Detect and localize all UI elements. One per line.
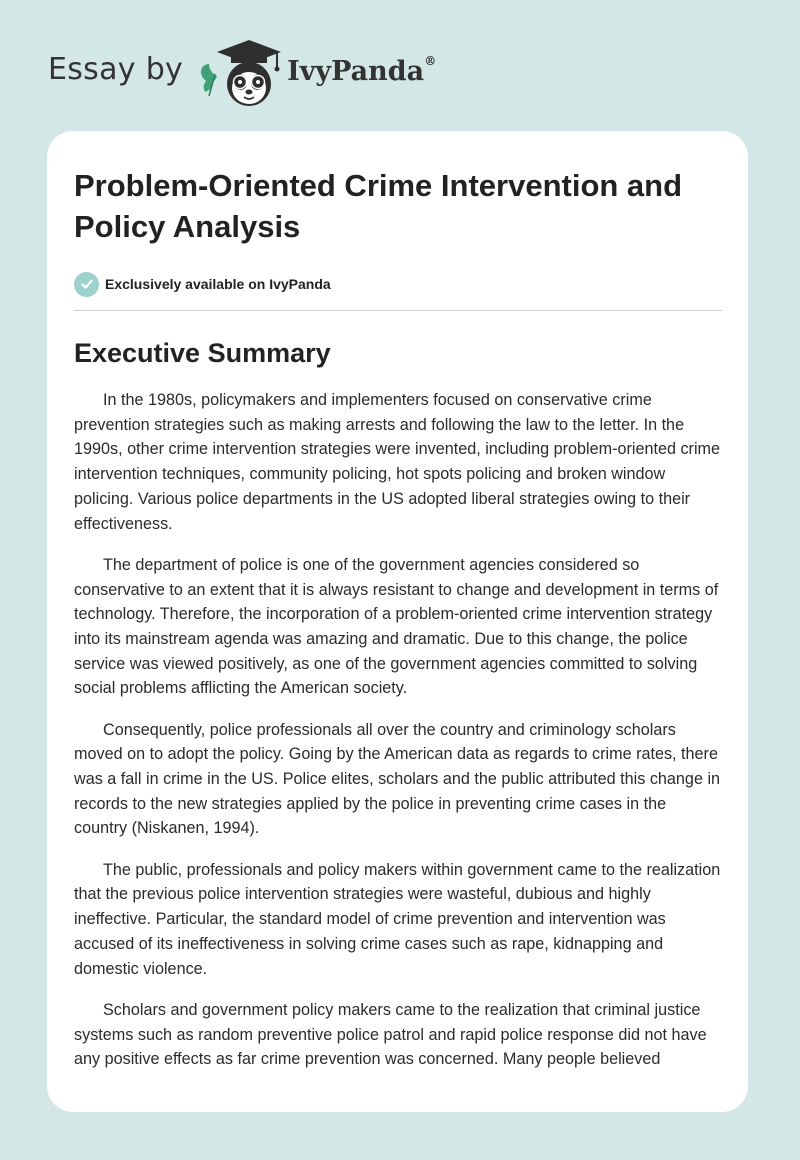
exclusive-badge [74, 271, 722, 297]
paragraph-4: The public, professionals and policy makers within government came to the realization that the previous police intervention strategies were wasteful, dubious and highly ineffective. Particular, the standard model of crime prevention and intervention was accused of its ineffectiveness in solving crime cases such as rape, kidnapping and domestic violence. [74, 860, 721, 978]
paragraph-2: The department of police is one of the government agencies considered so conservative to an extent that it is always resistant to change and development in terms of technology. Therefore, the incorporation of a problem-oriented crime intervention strategy into its mainstream agenda was amazing and dramatic. Due to this change, the police service was viewed positively, as one of the government agencies committed to solving social problems afflicting the American society. [74, 555, 719, 698]
brand-name-text: IvyPanda [287, 55, 425, 87]
brand-name [287, 53, 437, 87]
title-divider [74, 310, 722, 311]
check-icon [74, 272, 99, 297]
paragraph-3: Consequently, police professionals all over the country and criminology scholars moved on to adopt the policy. Going by the American data as regards to crime rates, there was a fall in crime in the US. Police elites, scholars and the public attributed this change in records to the new strategies applied by the police in preventing crime cases in the country (Niskanen, 1994). [74, 720, 721, 838]
essay-by-label: Essay by [48, 51, 184, 87]
section-heading: Executive Summary [74, 338, 331, 368]
essay-title: Problem-Oriented Crime Intervention and Policy Analysis [74, 168, 683, 244]
exclusive-badge-text: Exclusively available on IvyPanda [105, 276, 331, 292]
paragraph-1: In the 1980s, policymakers and implementers focused on conservative crime prevention strategies such as making arrests and following the law to the letter. In the 1990s, other crime intervention strategies were invented, including problem-oriented crime intervention techniques, community policing, hot spots policing and broken window policing. Various police departments in the US adopted liberal strategies owing to their effectiveness. [74, 391, 721, 533]
panda-graduate-logo-icon [195, 34, 285, 110]
essay-card [47, 131, 748, 1112]
paragraph-5: Scholars and government policy makers came to the realization that criminal justice systems such as random preventive police patrol and rapid police response did not have any positive effects as far crime prevention was concerned. Many people believed [74, 1000, 707, 1069]
site-header-logo[interactable] [48, 34, 436, 110]
registered-mark: ® [424, 53, 437, 68]
